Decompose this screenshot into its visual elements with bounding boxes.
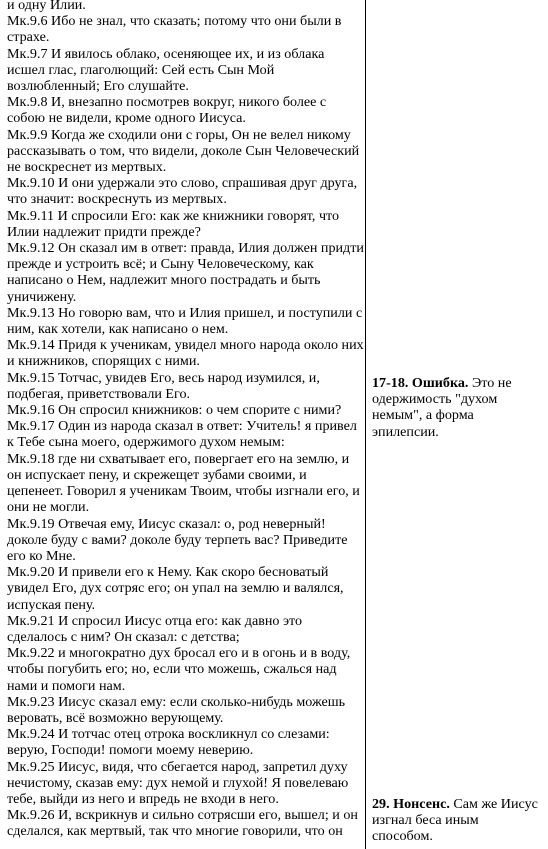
verse: Мк.9.6 Ибо не знал, что сказать; потому что они были в страхе. [7,13,342,46]
verse: Мк.9.26 И, вскрикнув и сильно сотрясши его, вышел; и он сделался, как мертвый, так что многие говорили, что он [7,807,358,840]
verse: Мк.9.22 и многократно дух бросал его и в огонь и в воду, чтобы погубить его; но, если что можешь, сжалься над нами и помоги нам. [7,645,351,694]
note-label: 17-18. Ошибка. [372,375,469,391]
verse: и одну Илии. [7,0,86,13]
verse: Мк.9.9 Когда же сходили они с горы, Он не велел никому рассказывать о том, что видели, доколе Сын Человеческий не воскреснет из мертвых. [7,126,360,176]
note-text: Это не одержимость "духом немым", а форма эпилепсии. [372,375,512,440]
verse: Мк.9.18 где ни схватывает его, повергает его на землю, и он испускает пену, и скрежещет зубами своими, и цепенеет. Говорил я ученикам Твоим, чтобы изгнали его, и они не могли. [7,450,360,516]
verse: Мк.9.25 Иисус, видя, что сбегается народ, запретил духу нечистому, сказав ему: дух немой и глухой! Я повелеваю тебе, выйди из него и впредь не входи в него. [7,758,349,807]
note-label: 29. Нонсенс. [372,796,450,812]
verse: Мк.9.24 И тотчас отец отрока воскликнул со слезами: верую, Господи! помоги моему неверию. [7,726,330,759]
verse: Мк.9.7 И явилось облако, осеняющее их, и из облака исшел глас, глаголющий: Сей есть Сын Мой возлюбленный; Его слушайте. [7,45,325,95]
verse: Мк.9.12 Он сказал им в ответ: правда, Илия должен придти прежде и устроить всё; и Сыну Человеческому, как написано о Нем, надлежит много пострадать и быть уничижену. [7,240,364,305]
verse: Мк.9.19 Отвечая ему, Иисус сказал: о, род неверный! доколе буду с вами? доколе буду терпеть вас? Приведите его ко Мне. [7,515,348,564]
verse: Мк.9.21 И спросил Иисус отца его: как давно это сделалось с ним? Он сказал: с детства; [7,612,303,645]
note-text: Сам же Иисус изгнал беса иным способом. [372,796,538,845]
verse: Мк.9.20 И привели его к Нему. Как скоро бесноватый увидел Его, дух сотряс его; он упал на землю и валялся, испуская пену. [7,564,344,613]
commentary-column [366,0,547,849]
verse: Мк.9.11 И спросили Его: как же книжники говорят, что Илии надлежит придти прежде? [7,207,340,240]
commentary-note [372,375,543,440]
commentary-note [372,796,543,845]
verse: Мк.9.14 Придя к ученикам, увидел много народа около них и книжников, спорящих с ними. [7,337,364,370]
verse: Мк.9.17 Один из народа сказал в ответ: Учитель! я привел к Тебе сына моего, одержимого духом немым: [7,418,357,451]
verse: Мк.9.13 Но говорю вам, что и Илия пришел, и поступили с ним, как хотели, как написано о нем. [7,304,363,338]
verse: Мк.9.10 И они удержали это слово, спрашивая друг друга, что значит: воскреснуть из мертвых. [7,175,358,208]
verse: Мк.9.16 Он спросил книжников: о чем спорите с ними? [7,402,342,419]
verse: Мк.9.8 И, внезапно посмотрев вокруг, никого более с собою не видели, кроме одного Иисуса. [7,94,327,127]
verse: Мк.9.23 Иисус сказал ему: если сколько-нибудь можешь веровать, всё возможно верующему. [7,693,346,726]
verse: Мк.9.15 Тотчас, увидев Его, весь народ изумился, и, подбегая, приветствовали Его. [7,369,320,402]
